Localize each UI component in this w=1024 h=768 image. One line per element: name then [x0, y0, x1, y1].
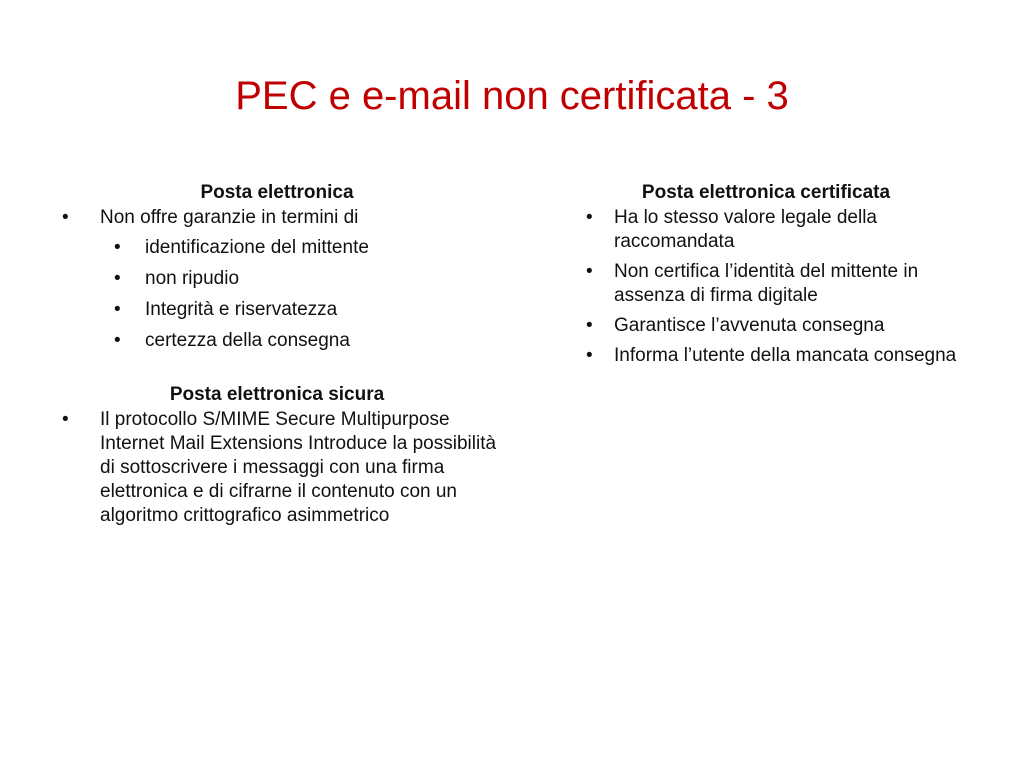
list-item: • identificazione del mittente	[52, 236, 502, 260]
bullet-list	[566, 206, 966, 368]
list-item: • non ripudio	[52, 267, 502, 291]
section-heading-posta-elettronica: Posta elettronica	[200, 182, 354, 203]
right-column	[566, 180, 966, 374]
list-item: • Non certifica l’identità del mittente in assenza di firma digitale	[566, 260, 966, 308]
list-item: • Ha lo stesso valore legale della raccomandata	[566, 206, 966, 254]
list-item: • Integrità e riservatezza	[52, 298, 502, 322]
slide-title: PEC e e-mail non certificata - 3	[235, 74, 789, 118]
list-item: • Il protocollo S/MIME Secure Multipurpose Internet Mail Extensions Introduce la possibilità di sottoscrivere i messaggi con una firma elettronica e di cifrarne il contenuto con un algoritmo crittografico asimmetrico	[52, 408, 502, 528]
section-heading-posta-elettronica-sicura: Posta elettronica sicura	[169, 384, 385, 405]
sub-bullet-list	[52, 236, 502, 353]
list-item: • Informa l’utente della mancata consegna	[566, 344, 966, 368]
list-item: • certezza della consegna	[52, 329, 502, 353]
section-heading-posta-elettronica-certificata: Posta elettronica certificata	[641, 182, 891, 203]
list-item: • Garantisce l’avvenuta consegna	[566, 314, 966, 338]
bullet-list	[52, 206, 502, 230]
bullet-list	[52, 408, 502, 528]
section-spacer	[52, 360, 502, 382]
left-column	[52, 180, 502, 534]
list-item: • Non offre garanzie in termini di	[52, 206, 502, 230]
